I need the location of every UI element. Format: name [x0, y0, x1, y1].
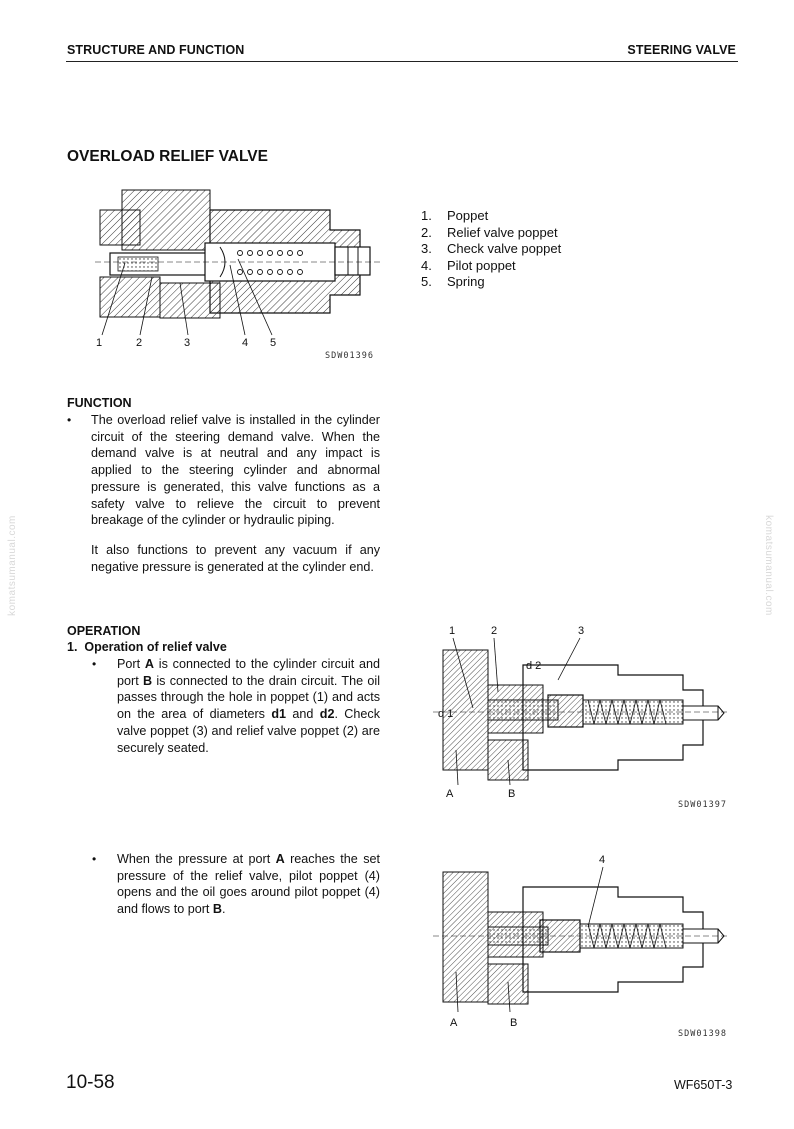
list-item: 3. Check valve poppet [421, 241, 562, 257]
callout-2: 2 [136, 337, 143, 349]
header-topic: STEERING VALVE [627, 43, 736, 57]
pilot-poppet-open-drawing [428, 852, 738, 1047]
figure-code: SDW01396 [325, 351, 374, 361]
figure-code: SDW01398 [678, 1029, 727, 1039]
figure-code: SDW01397 [678, 800, 727, 810]
function-paragraph-1: The overload relief valve is installed in the cylinder circuit of the steering demand valve. When the demand valve is at neutral and any impact is applied to the steering cylinder and abnormal pressure is generated, this valve functions as a safety valve to relieve the circuit to prevent breakage of the cylinder or hydraulic piping. [91, 413, 380, 528]
label-port-b: B [510, 1017, 518, 1029]
callout-4: 4 [242, 337, 249, 349]
function-heading: FUNCTION [67, 396, 132, 410]
operation-paragraph-1: Port A is connected to the cylinder circuit and port B is connected to the drain circuit. The oil passes through the hole in poppet (1) and acts on the area of diameters d1 and d2. Check valve poppet (3) and relief valve poppet (2) are securely seated. [117, 657, 381, 755]
callout-4: 4 [599, 854, 606, 866]
operation-heading: OPERATION [67, 624, 141, 638]
watermark-left: komatsumanual.com [6, 515, 18, 616]
page-title: OVERLOAD RELIEF VALVE [67, 148, 268, 165]
bullet-icon: • [92, 852, 97, 866]
model-number: WF650T-3 [674, 1078, 733, 1092]
relief-valve-seated-drawing [428, 620, 738, 815]
operation-item-1-heading: 1. Operation of relief valve [67, 640, 227, 654]
label-port-a: A [446, 788, 454, 800]
page-number: 10-58 [66, 1072, 115, 1093]
label-port-a: A [450, 1017, 458, 1029]
callout-1: 1 [96, 337, 103, 349]
callout-1: 1 [449, 625, 456, 637]
valve-section-drawing [90, 185, 390, 375]
label-d2: d 2 [526, 660, 542, 672]
callout-3: 3 [184, 337, 191, 349]
figure-valve-section [90, 185, 390, 375]
bullet-icon: • [67, 413, 72, 427]
bullet-icon: • [92, 657, 97, 671]
operation-paragraph-2: When the pressure at port A reaches the set pressure of the relief valve, pilot poppet (4) opens and the oil goes around pilot poppet (4) and flows to port B. [117, 852, 381, 917]
watermark-right: komatsumanual.com [762, 515, 774, 616]
figure-pilot-poppet-open [428, 852, 738, 1047]
callout-5: 5 [270, 337, 277, 349]
list-item: 4. Pilot poppet [421, 257, 516, 273]
list-item: 5. Spring [421, 274, 485, 290]
header-rule [66, 61, 738, 62]
callout-2: 2 [491, 625, 498, 637]
label-d1: d 1 [438, 708, 454, 720]
list-item: 2. Relief valve poppet [421, 224, 558, 240]
figure-relief-valve-seated [428, 620, 738, 815]
parts-list [421, 208, 561, 291]
list-item: 1. Poppet [421, 208, 489, 223]
label-port-b: B [508, 788, 516, 800]
callout-3: 3 [578, 625, 585, 637]
header-section-name: STRUCTURE AND FUNCTION [67, 43, 245, 57]
function-paragraph-2: It also functions to prevent any vacuum if any negative pressure is generated at the cylinder end. [91, 543, 380, 574]
